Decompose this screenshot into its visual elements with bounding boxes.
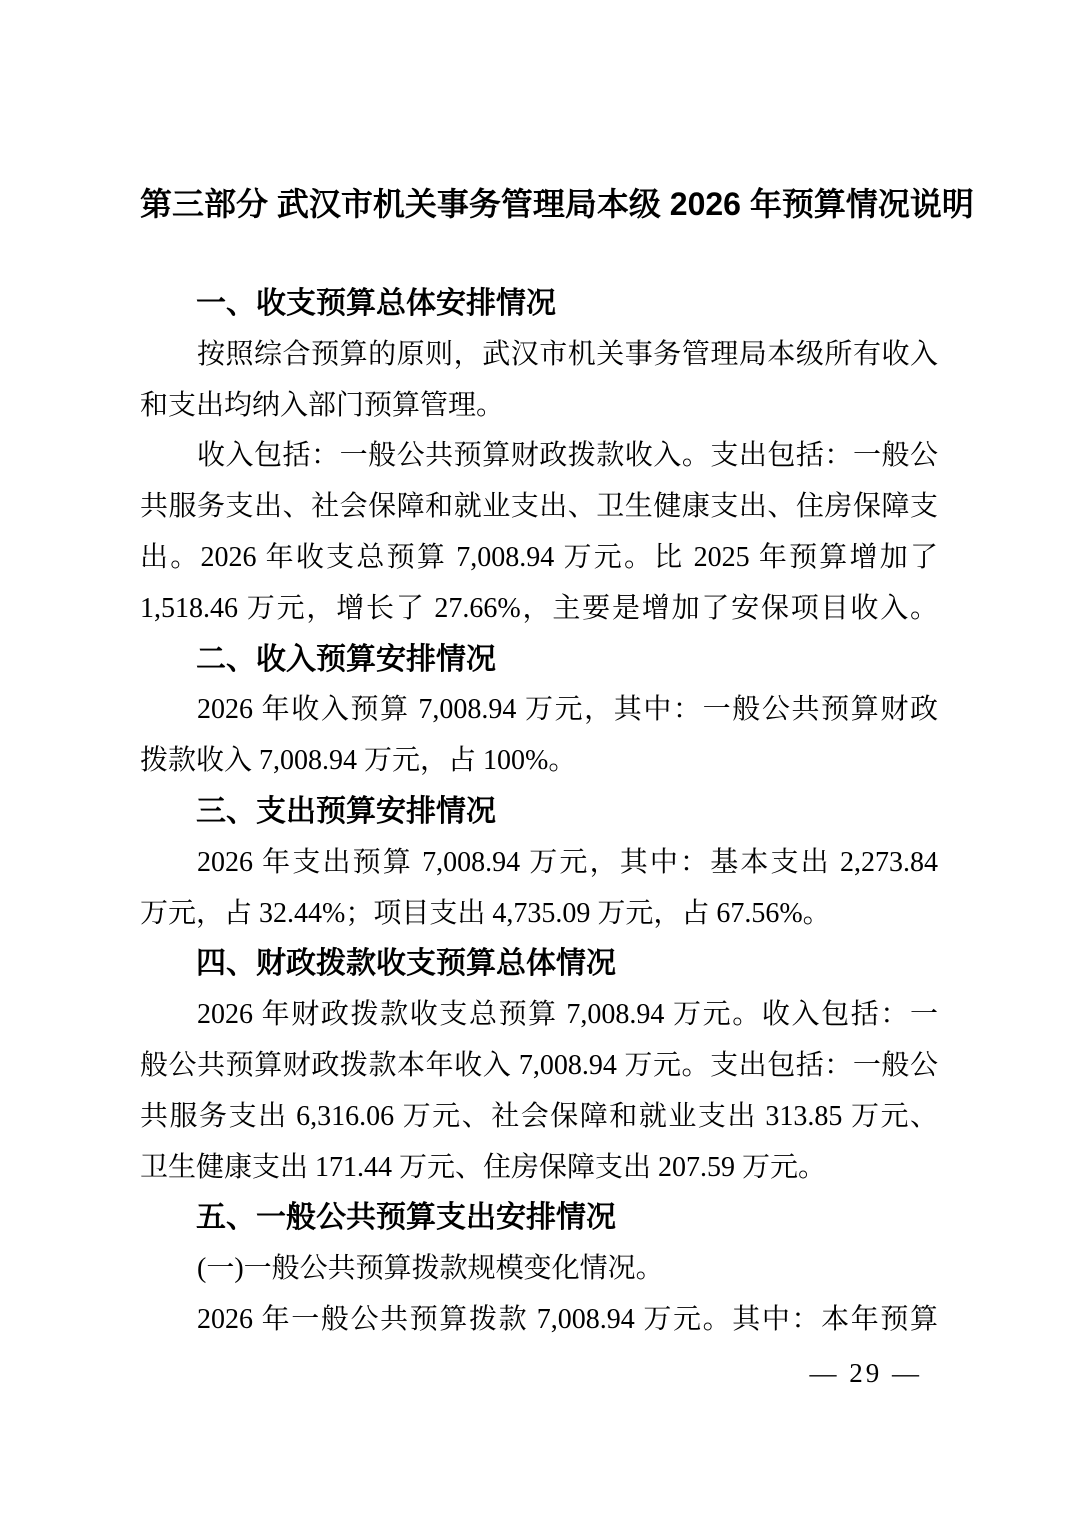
paragraph-line: 般公共预算财政拨款本年收入 7,008.94 万元。支出包括：一般公	[140, 1049, 938, 1081]
page-number: — 29 —	[809, 1358, 922, 1388]
paragraph-line: 2026 年财政拨款收支总预算 7,008.94 万元。收入包括：一	[197, 999, 938, 1031]
paragraph-line: 收入包括：一般公共预算财政拨款收入。支出包括：一般公	[197, 440, 938, 472]
section-heading: 四、财政拨款收支预算总体情况	[196, 947, 616, 981]
section-heading: 五、一般公共预算支出安排情况	[196, 1201, 616, 1235]
sub-heading: (一)一般公共预算拨款规模变化情况。	[197, 1253, 664, 1285]
paragraph-line: 共服务支出 6,316.06 万元、社会保障和就业支出 313.85 万元、	[140, 1100, 938, 1132]
paragraph-line: 2026 年支出预算 7,008.94 万元，其中：基本支出 2,273.84	[197, 846, 938, 878]
document-content	[140, 279, 938, 1346]
paragraph-line: 万元，占 32.44%；项目支出 4,735.09 万元，占 67.56%。	[140, 897, 831, 929]
section-heading: 三、支出预算安排情况	[196, 794, 496, 828]
document-page	[140, 0, 974, 1346]
paragraph-line: 拨款收入 7,008.94 万元，占 100%。	[140, 745, 577, 777]
paragraph-line: 1,518.46 万元，增长了 27.66%，主要是增加了安保项目收入。	[140, 592, 938, 624]
paragraph-line: 2026 年一般公共预算拨款 7,008.94 万元。其中：本年预算	[197, 1303, 938, 1335]
section-heading: 二、收入预算安排情况	[196, 642, 496, 676]
paragraph-line: 按照综合预算的原则，武汉市机关事务管理局本级所有收入	[197, 338, 938, 370]
document-title: 第三部分 武汉市机关事务管理局本级 2026 年预算情况说明	[140, 186, 974, 222]
section-heading: 一、收支预算总体安排情况	[196, 287, 556, 320]
paragraph-line: 和支出均纳入部门预算管理。	[140, 389, 505, 421]
paragraph-line: 2026 年收入预算 7,008.94 万元，其中：一般公共预算财政	[197, 694, 938, 726]
paragraph-line: 出。2026 年收支总预算 7,008.94 万元。比 2025 年预算增加了	[140, 541, 938, 573]
paragraph-line: 卫生健康支出 171.44 万元、住房保障支出 207.59 万元。	[140, 1151, 827, 1183]
paragraph-line: 共服务支出、社会保障和就业支出、卫生健康支出、住房保障支	[140, 491, 938, 523]
